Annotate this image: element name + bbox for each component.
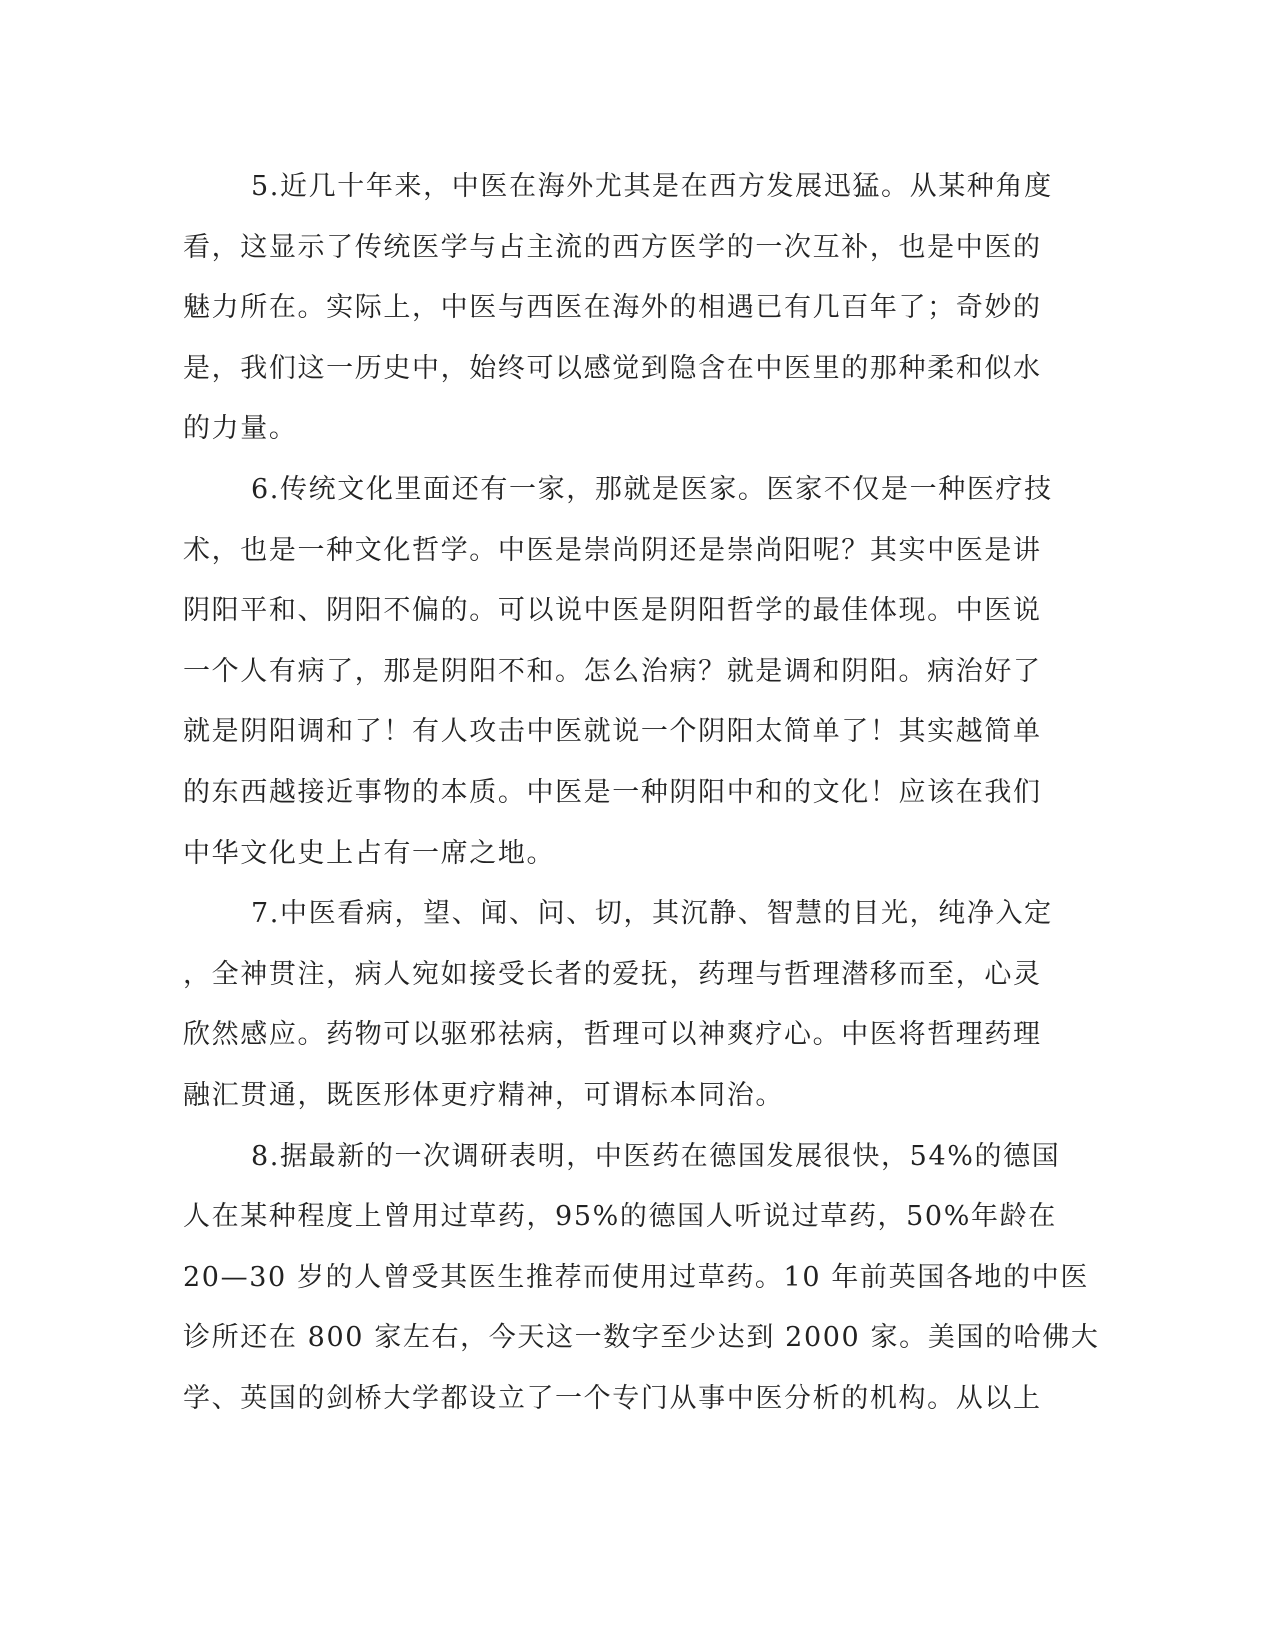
paragraph-8-line-1: 8.据最新的一次调研表明，中医药在德国发展很快，54%的德国 xyxy=(251,1140,1061,1172)
body-text xyxy=(183,157,1100,1429)
paragraph-6-line-4: 一个人有病了，那是阴阳不和。怎么治病？就是调和阴阳。病治好了 xyxy=(183,655,1042,687)
paragraph-6-line-2: 术，也是一种文化哲学。中医是崇尚阴还是崇尚阳呢？其实中医是讲 xyxy=(183,534,1042,566)
paragraph-6-line-3: 阴阳平和、阴阳不偏的。可以说中医是阴阳哲学的最佳体现。中医说 xyxy=(183,595,1042,627)
paragraph-8-line-2: 人在某种程度上曾用过草药，95%的德国人听说过草药，50%年龄在 xyxy=(183,1201,1057,1233)
paragraph-5-line-5: 的力量。 xyxy=(183,413,298,445)
paragraph-8-line-4: 诊所还在 800 家左右，今天这一数字至少达到 2000 家。美国的哈佛大 xyxy=(183,1322,1100,1354)
paragraph-6-line-5: 就是阴阳调和了！有人攻击中医就说一个阴阳太简单了！其实越简单 xyxy=(183,716,1042,748)
paragraph-8-line-3: 20—30 岁的人曾受其医生推荐而使用过草药。10 年前英国各地的中医 xyxy=(183,1261,1089,1293)
paragraph-7-line-1: 7.中医看病，望、闻、问、切，其沉静、智慧的目光，纯净入定 xyxy=(251,898,1053,930)
paragraph-7-line-2: ，全神贯注，病人宛如接受长者的爱抚，药理与哲理潜移而至，心灵 xyxy=(183,958,1042,990)
paragraph-5-line-2: 看，这显示了传统医学与占主流的西方医学的一次互补，也是中医的 xyxy=(183,231,1042,263)
paragraph-7-line-3: 欣然感应。药物可以驱邪祛病，哲理可以神爽疗心。中医将哲理药理 xyxy=(183,1019,1042,1051)
paragraph-8-line-5: 学、英国的剑桥大学都设立了一个专门从事中医分析的机构。从以上 xyxy=(183,1382,1042,1414)
paragraph-5-line-4: 是，我们这一历史中，始终可以感觉到隐含在中医里的那种柔和似水 xyxy=(183,352,1042,384)
paragraph-6-line-1: 6.传统文化里面还有一家，那就是医家。医家不仅是一种医疗技 xyxy=(251,473,1053,505)
paragraph-6-line-6: 的东西越接近事物的本质。中医是一种阴阳中和的文化！应该在我们 xyxy=(183,776,1042,808)
paragraph-5-line-3: 魅力所在。实际上，中医与西医在海外的相遇已有几百年了；奇妙的 xyxy=(183,292,1042,324)
paragraph-6-line-7: 中华文化史上占有一席之地。 xyxy=(183,837,556,869)
paragraph-7-line-4: 融汇贯通，既医形体更疗精神，可谓标本同治。 xyxy=(183,1079,785,1111)
paragraph-5-line-1: 5.近几十年来，中医在海外尤其是在西方发展迅猛。从某种角度 xyxy=(251,171,1053,202)
